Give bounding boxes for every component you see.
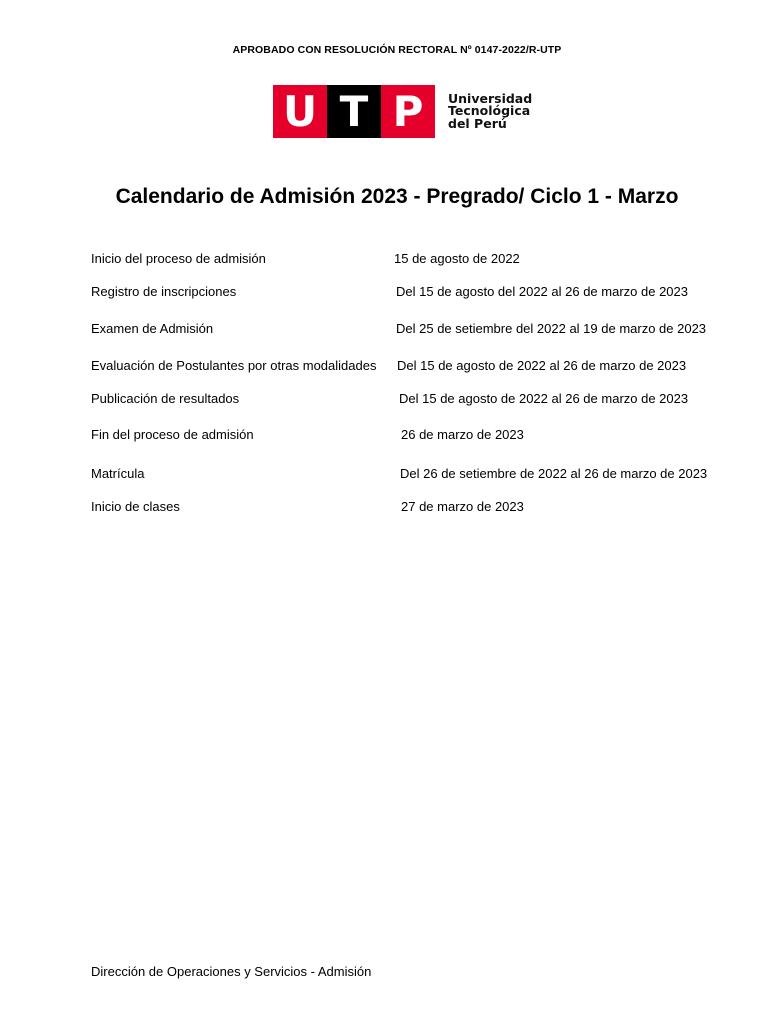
logo-letter-u: U	[273, 85, 327, 138]
schedule-value: 15 de agosto de 2022	[394, 251, 520, 266]
utp-logo	[273, 85, 532, 138]
footer-department: Dirección de Operaciones y Servicios - Admisión	[91, 964, 372, 979]
schedule-label: Inicio del proceso de admisión	[91, 251, 266, 266]
logo-university-name	[448, 90, 533, 131]
schedule-label: Fin del proceso de admisión	[91, 427, 254, 442]
schedule-label: Matrícula	[91, 466, 145, 481]
page-title: Calendario de Admisión 2023 - Pregrado/ Ciclo 1 - Marzo	[115, 185, 679, 208]
schedule-label: Examen de Admisión	[91, 321, 214, 336]
logo-name-line: Universidad	[448, 90, 533, 106]
schedule-label: Publicación de resultados	[91, 391, 240, 406]
schedule-label: Registro de inscripciones	[91, 284, 237, 299]
logo-name-line: del Perú	[448, 115, 507, 131]
approval-resolution-text: APROBADO CON RESOLUCIÓN RECTORAL Nº 0147-2022/R-UTP	[232, 44, 562, 56]
logo-letter-t: T	[327, 85, 381, 138]
schedule-value: Del 15 de agosto de 2022 al 26 de marzo de 2023	[399, 391, 689, 406]
logo-letter-p: P	[381, 85, 435, 138]
schedule-value: Del 25 de setiembre del 2022 al 19 de marzo de 2023	[396, 321, 707, 336]
utp-logo-blocks	[273, 85, 435, 138]
schedule-value: Del 26 de setiembre de 2022 al 26 de marzo de 2023	[400, 466, 708, 481]
logo-name-line: Tecnológica	[448, 103, 531, 119]
schedule-value: Del 15 de agosto del 2022 al 26 de marzo de 2023	[396, 284, 688, 299]
schedule-value: 26 de marzo de 2023	[401, 427, 524, 442]
schedule-value: 27 de marzo de 2023	[401, 499, 524, 514]
schedule-label: Evaluación de Postulantes por otras modalidades	[91, 358, 377, 373]
schedule-value: Del 15 de agosto de 2022 al 26 de marzo de 2023	[397, 358, 687, 373]
schedule-label: Inicio de clases	[91, 499, 180, 514]
